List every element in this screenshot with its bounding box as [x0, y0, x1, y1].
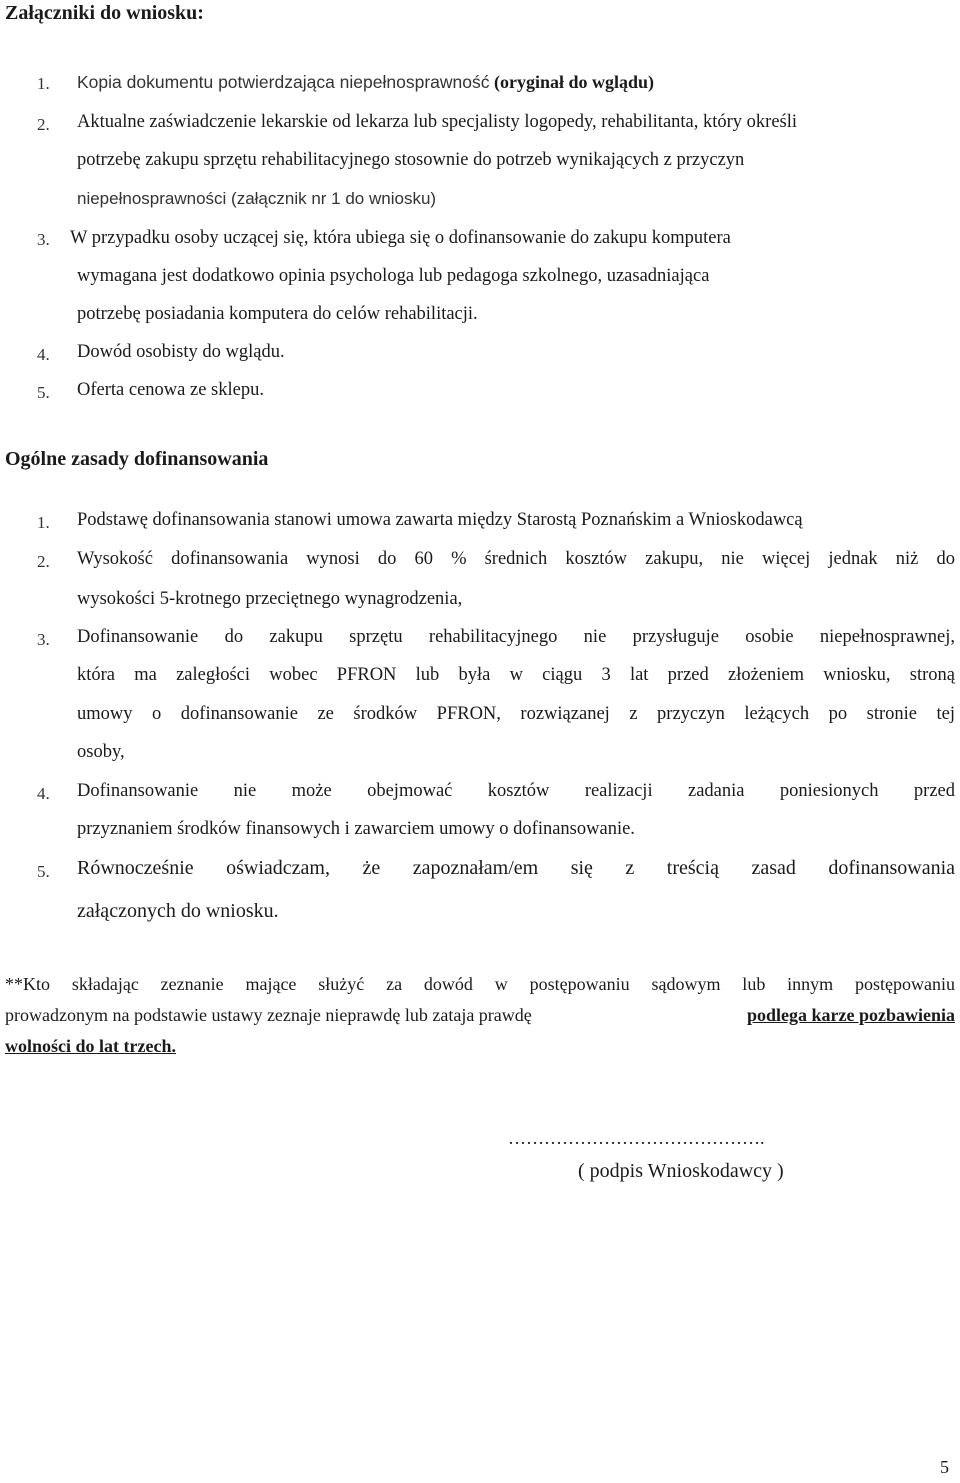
- rule-1-text: Podstawę dofinansowania stanowi umowa zawarta między Starostą Poznańskim a Wnioskodawcą: [77, 510, 803, 530]
- attachment-1-plain: Kopia dokumentu potwierdzająca niepełnosprawność: [77, 72, 490, 92]
- rule-1-number: 1.: [37, 513, 50, 532]
- attachments-heading: Załączniki do wniosku:: [5, 2, 204, 24]
- rule-4-number: 4.: [37, 784, 50, 803]
- attachment-3-line-3: potrzebę posiadania komputera do celów rehabilitacji.: [77, 304, 478, 324]
- attachment-1-text: [77, 72, 654, 93]
- attachment-2-line-3: niepełnosprawności (załącznik nr 1 do wniosku): [77, 189, 437, 208]
- page-number: 5: [940, 1457, 949, 1477]
- attachment-3-number: 3.: [37, 230, 50, 249]
- attachment-2-line-1: Aktualne zaświadczenie lekarskie od lekarza lub specjalisty logopedy, rehabilitanta, który określi: [77, 112, 798, 132]
- rule-5-number: 5.: [37, 862, 50, 881]
- attachment-1-number: 1.: [37, 74, 50, 93]
- rule-4-line-1: Dofinansowanie nie może obejmować kosztów realizacji zadania poniesionych przed: [77, 781, 955, 801]
- warning-line-1: **Kto składając zeznanie mające służyć za dowód w postępowaniu sądowym lub innym postępowaniu: [5, 974, 955, 994]
- attachment-4-text: Dowód osobisty do wglądu.: [77, 342, 285, 362]
- rule-3-number: 3.: [37, 630, 50, 649]
- attachment-5-text: Oferta cenowa ze sklepu.: [77, 380, 264, 400]
- rule-3-line-2: która ma zaległości wobec PFRON lub była w ciągu 3 lat przed złożeniem wniosku, stroną: [77, 665, 955, 685]
- rule-2-number: 2.: [37, 552, 50, 571]
- rule-5-line-1: Równocześnie oświadczam, że zapoznałam/em się z treścią zasad dofinansowania: [77, 857, 955, 879]
- attachment-3-line-2: wymagana jest dodatkowo opinia psychologa lub pedagoga szkolnego, uzasadniająca: [77, 266, 710, 286]
- warning-line-2-bold: podlega karze pozbawienia: [746, 1005, 955, 1025]
- attachment-1-bold: (oryginał do wglądu): [493, 72, 655, 92]
- signature-label: ( podpis Wnioskodawcy ): [578, 1160, 784, 1182]
- attachment-2-line-2: potrzebę zakupu sprzętu rehabilitacyjnego stosownie do potrzeb wynikających z przyczyn: [77, 150, 745, 170]
- rule-3-line-4: osoby,: [77, 742, 125, 762]
- attachment-4-number: 4.: [37, 345, 50, 364]
- rule-2-line-2: wysokości 5-krotnego przeciętnego wynagrodzenia,: [77, 589, 463, 609]
- attachment-3-line-1: W przypadku osoby uczącej się, która ubiega się o dofinansowanie do zakupu komputera: [70, 228, 731, 248]
- attachment-5-number: 5.: [37, 383, 50, 402]
- warning-line-2-plain: prowadzonym na podstawie ustawy zeznaje nieprawdę lub zataja prawdę: [5, 1005, 532, 1025]
- rule-2-line-1: Wysokość dofinansowania wynosi do 60 % średnich kosztów zakupu, nie więcej jednak niż do: [77, 549, 955, 569]
- rule-4-line-2: przyznaniem środków finansowych i zawarciem umowy o dofinansowanie.: [77, 819, 635, 839]
- attachment-2-number: 2.: [37, 115, 50, 134]
- signature-dots: …………………………………….: [508, 1128, 765, 1148]
- rule-5-line-2: załączonych do wniosku.: [77, 900, 279, 922]
- rule-3-line-3: umowy o dofinansowanie ze środków PFRON, rozwiązanej z przyczyn leżących po stronie tej: [77, 704, 955, 724]
- warning-line-2: [5, 1005, 955, 1026]
- warning-line-3: wolności do lat trzech.: [5, 1036, 176, 1056]
- general-rules-heading: Ogólne zasady dofinansowania: [5, 448, 269, 470]
- rule-3-line-1: Dofinansowanie do zakupu sprzętu rehabilitacyjnego nie przysługuje osobie niepełnosprawnej,: [77, 627, 955, 647]
